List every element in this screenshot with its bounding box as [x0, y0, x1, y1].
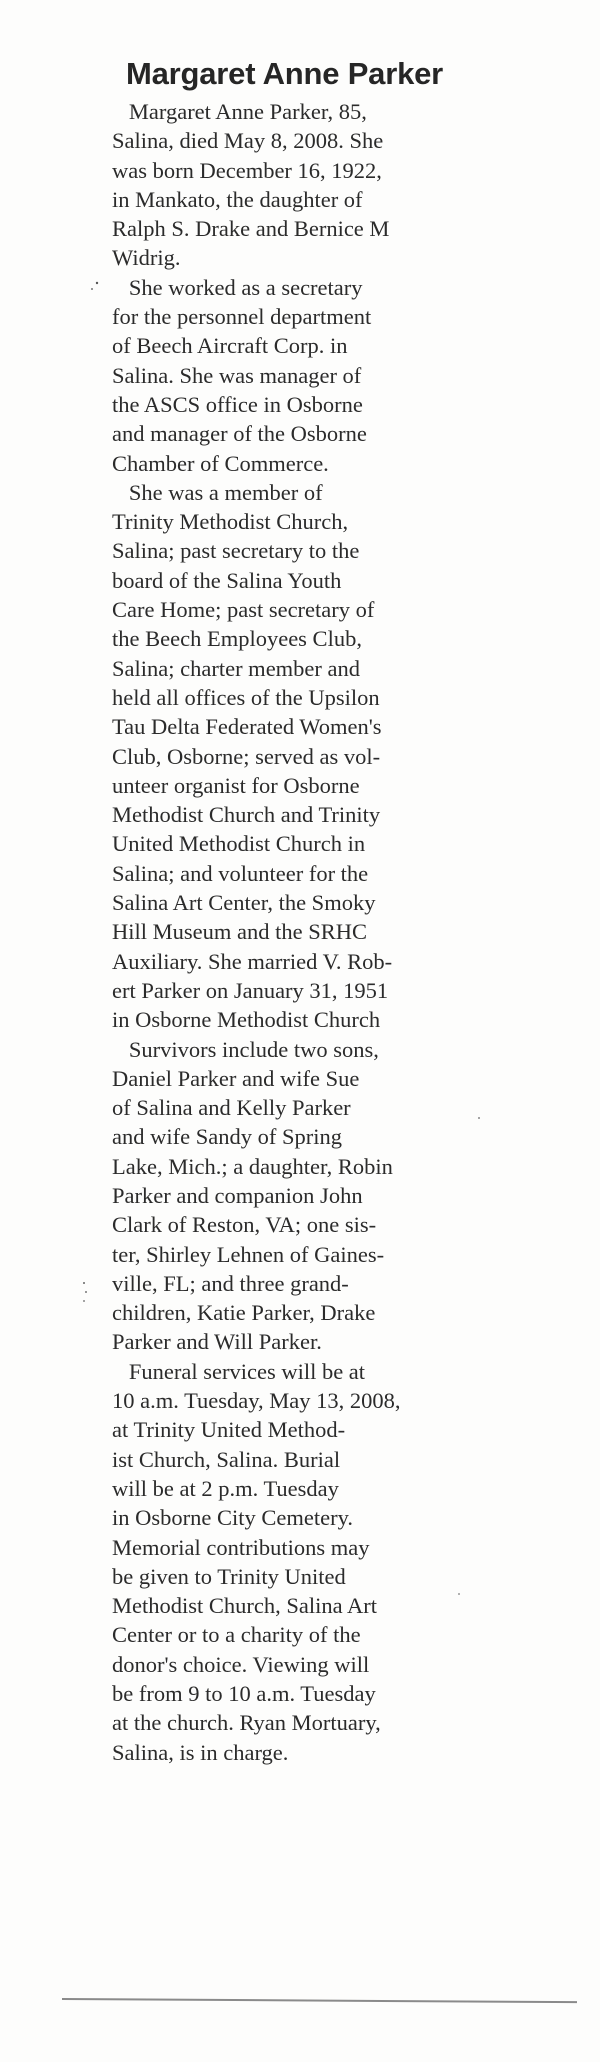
- obituary-line: Methodist Church and Trinity: [112, 802, 381, 828]
- obituary-line: Survivors include two sons,: [112, 1036, 379, 1062]
- obituary-line: ter, Shirley Lehnen of Gaines-: [112, 1241, 385, 1267]
- obituary-line: United Methodist Church in: [112, 831, 366, 857]
- obituary-line: of Salina and Kelly Parker: [112, 1095, 351, 1121]
- obituary-line: Club, Osborne; served as vol-: [112, 743, 381, 769]
- obituary-line: and wife Sandy of Spring: [112, 1124, 342, 1150]
- obituary-line: be from 9 to 10 a.m. Tuesday: [112, 1681, 376, 1707]
- obituary-line: will be at 2 p.m. Tuesday: [112, 1475, 339, 1501]
- obituary-line: in Mankato, the daughter of: [112, 186, 363, 212]
- obituary-line: Salina; charter member and: [112, 655, 361, 681]
- obituary-line: Care Home; past secretary of: [112, 597, 375, 623]
- obituary-line: ville, FL; and three grand-: [112, 1270, 349, 1296]
- obituary-line: Salina; and volunteer for the: [112, 860, 369, 886]
- obituary-line: Salina. She was manager of: [112, 362, 362, 388]
- obituary-line: Widrig.: [112, 245, 181, 271]
- obituary-line: Parker and companion John: [112, 1182, 363, 1208]
- obituary-line: Auxiliary. She married V. Rob-: [112, 948, 393, 974]
- obituary-line: Salina, is in charge.: [112, 1739, 289, 1765]
- obituary-column: [112, 55, 517, 1930]
- obituary-line: Salina Art Center, the Smoky: [112, 890, 376, 916]
- obituary-line: at the church. Ryan Mortuary,: [112, 1710, 381, 1736]
- obituary-line: board of the Salina Youth: [112, 567, 342, 593]
- obituary-line: Memorial contributions may: [112, 1534, 370, 1560]
- obituary-line: the ASCS office in Osborne: [112, 391, 363, 417]
- obituary-line: ert Parker on January 31, 1951: [112, 977, 389, 1003]
- obituary-line: was born December 16, 1922,: [112, 157, 382, 183]
- obituary-line: She was a member of: [112, 479, 323, 505]
- obituary-line: Tau Delta Federated Women's: [112, 714, 382, 740]
- obituary-line: for the personnel department: [112, 304, 372, 330]
- obituary-headline: Margaret Anne Parker: [126, 56, 444, 91]
- obituary-line: Trinity Methodist Church,: [112, 509, 349, 535]
- obituary-line: Salina; past secretary to the: [112, 538, 360, 564]
- obituary-line: in Osborne Methodist Church: [112, 1007, 381, 1033]
- obituary-line: Parker and Will Parker.: [112, 1329, 322, 1355]
- obituary-line: She worked as a secretary: [112, 274, 363, 300]
- obituary-line: unteer organist for Osborne: [112, 772, 360, 798]
- obituary-line: Methodist Church, Salina Art: [112, 1593, 377, 1619]
- obituary-line: donor's choice. Viewing will: [112, 1651, 370, 1677]
- obituary-line: held all offices of the Upsilon: [112, 684, 380, 710]
- obituary-body: [112, 97, 517, 1767]
- obituary-line: Daniel Parker and wife Sue: [112, 1065, 360, 1091]
- obituary-line: Clark of Reston, VA; one sis-: [112, 1212, 377, 1238]
- bottom-divider-rule: [62, 1998, 577, 2003]
- obituary-line: Margaret Anne Parker, 85,: [112, 99, 367, 124]
- obituary-line: ist Church, Salina. Burial: [112, 1446, 341, 1472]
- obituary-line: Hill Museum and the SRHC: [112, 919, 368, 945]
- obituary-line: children, Katie Parker, Drake: [112, 1300, 376, 1326]
- obituary-line: Ralph S. Drake and Bernice M: [112, 216, 390, 242]
- obituary-line: be given to Trinity United: [112, 1563, 346, 1589]
- obituary-line: 10 a.m. Tuesday, May 13, 2008,: [112, 1388, 401, 1414]
- obituary-line: in Osborne City Cemetery.: [112, 1505, 353, 1531]
- obituary-line: of Beech Aircraft Corp. in: [112, 333, 348, 359]
- obituary-line: Funeral services will be at: [112, 1358, 366, 1384]
- obituary-line: and manager of the Osborne: [112, 421, 367, 447]
- obituary-line: Lake, Mich.; a daughter, Robin: [112, 1153, 393, 1179]
- obituary-line: the Beech Employees Club,: [112, 626, 362, 652]
- obituary-line: Chamber of Commerce.: [112, 450, 329, 476]
- obituary-line: Center or to a charity of the: [112, 1622, 361, 1648]
- obituary-line: Salina, died May 8, 2008. She: [112, 128, 384, 154]
- obituary-line: at Trinity United Method-: [112, 1417, 346, 1443]
